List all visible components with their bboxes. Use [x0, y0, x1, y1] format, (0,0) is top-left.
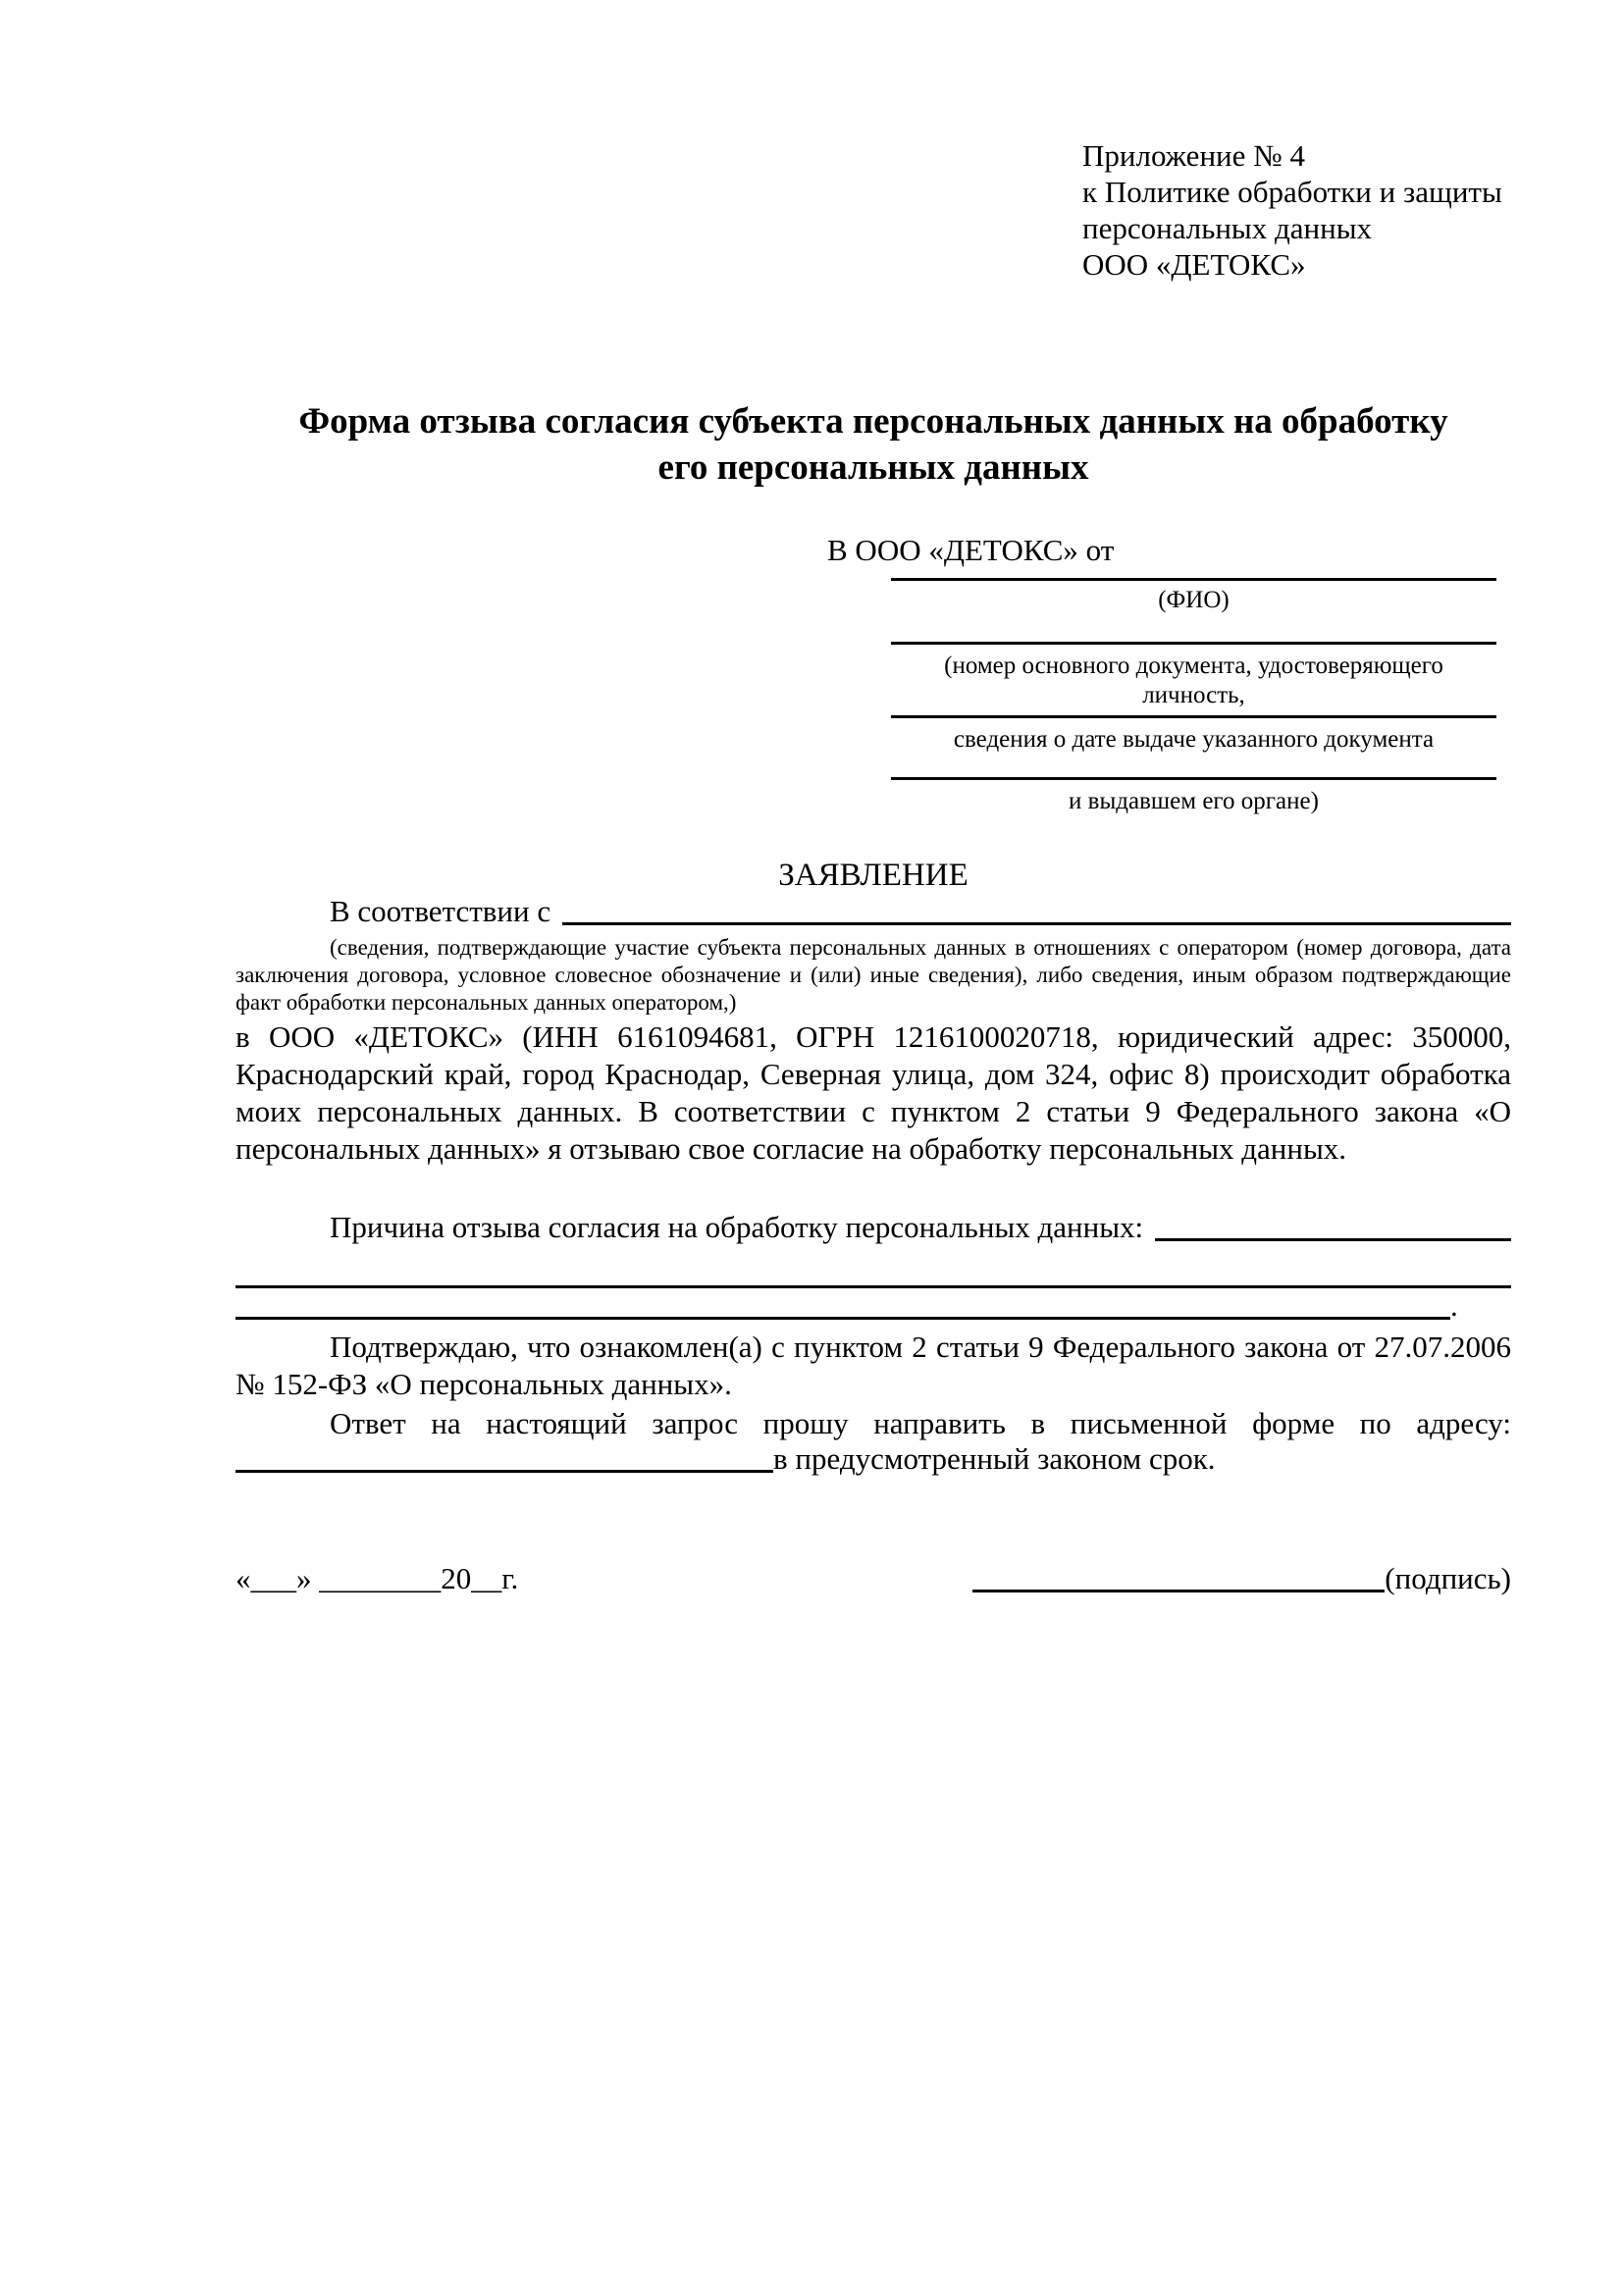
- document-issuer-caption: и выдавшем его органе): [1069, 788, 1319, 814]
- reason-row: [236, 1209, 1511, 1246]
- appendix-note-line: Приложение № 4: [1082, 138, 1305, 173]
- reason-blank-line-2: [236, 1252, 1511, 1288]
- reply-request-line: Ответ на настоящий запрос прошу направить в письменной форме по адресу:: [330, 1406, 1511, 1440]
- reply-address-blank-line: [236, 1440, 773, 1473]
- reason-prefix: Причина отзыва согласия на обработку персональных данных:: [330, 1210, 1144, 1244]
- fio-blank-line: [891, 549, 1496, 581]
- reason-blank-line: [1155, 1238, 1511, 1241]
- document-number-blank-line: [891, 613, 1496, 645]
- statement-heading: ЗАЯВЛЕНИЕ: [778, 858, 969, 893]
- intro-prefix: В соответствии с: [330, 894, 551, 928]
- appendix-note-line: персональных данных: [1082, 211, 1373, 245]
- document-issuer-blank-line: [891, 749, 1496, 780]
- intro-blank-line: [562, 922, 1511, 925]
- fio-caption: (ФИО): [1158, 587, 1230, 613]
- page-title: Форма отзыва согласия субъекта персональных данных на обработку его персональных данных: [298, 401, 1448, 488]
- addressee-line: В ООО «ДЕТОКС» от: [827, 533, 1115, 567]
- confirmation-paragraph: Подтверждаю, что ознакомлен(а) с пунктом 2 статьи 9 Федерального закона от 27.07.2006 № 152-ФЗ «О персональных данных».: [236, 1330, 1511, 1401]
- document-date-caption: сведения о дате выдаче указанного документа: [953, 726, 1435, 753]
- explanatory-note: (сведения, подтверждающие участие субъекта персональных данных в отношениях с оператором (номер договора, дата заключения договора, условное словесное обозначение и (или) иные сведения), либо сведения, иным образом подтверждающие факт обработки персональных данных оператором,): [236, 935, 1511, 1015]
- reply-suffix: в предусмотренный законом срок.: [773, 1441, 1216, 1476]
- appendix-note: [1082, 137, 1534, 283]
- signature-caption: (подпись): [1385, 1561, 1511, 1595]
- blank-line-terminator: .: [1450, 1288, 1458, 1323]
- signature-blank-line: [972, 1590, 1385, 1592]
- date-blank: «___» ________20__г.: [236, 1561, 519, 1595]
- appendix-note-line: к Политике обработки и защиты: [1082, 175, 1502, 209]
- reason-blank-line-3-rule: [236, 1287, 1450, 1320]
- reason-blank-line-3: [236, 1287, 1511, 1325]
- intro-row: [236, 893, 1511, 930]
- document-number-caption: (номер основного документа, удостоверяющего личность,: [944, 652, 1443, 708]
- reply-address-row: [236, 1440, 1511, 1478]
- appendix-note-line: ООО «ДЕТОКС»: [1082, 247, 1306, 282]
- signature-group: [972, 1560, 1511, 1597]
- statement-body: в ООО «ДЕТОКС» (ИНН 6161094681, ОГРН 1216100020718, юридический адрес: 350000, Краснодарский край, город Краснодар, Северная улица, дом 324, офис 8) происходит обработка моих персональных данных. В соответствии с пунктом 2 статьи 9 Федерального закона «О персональных данных» я отзываю свое согласие на обработку персональных данных.: [236, 1019, 1511, 1166]
- footer-row: [236, 1560, 1511, 1597]
- document-date-blank-line: [891, 687, 1496, 718]
